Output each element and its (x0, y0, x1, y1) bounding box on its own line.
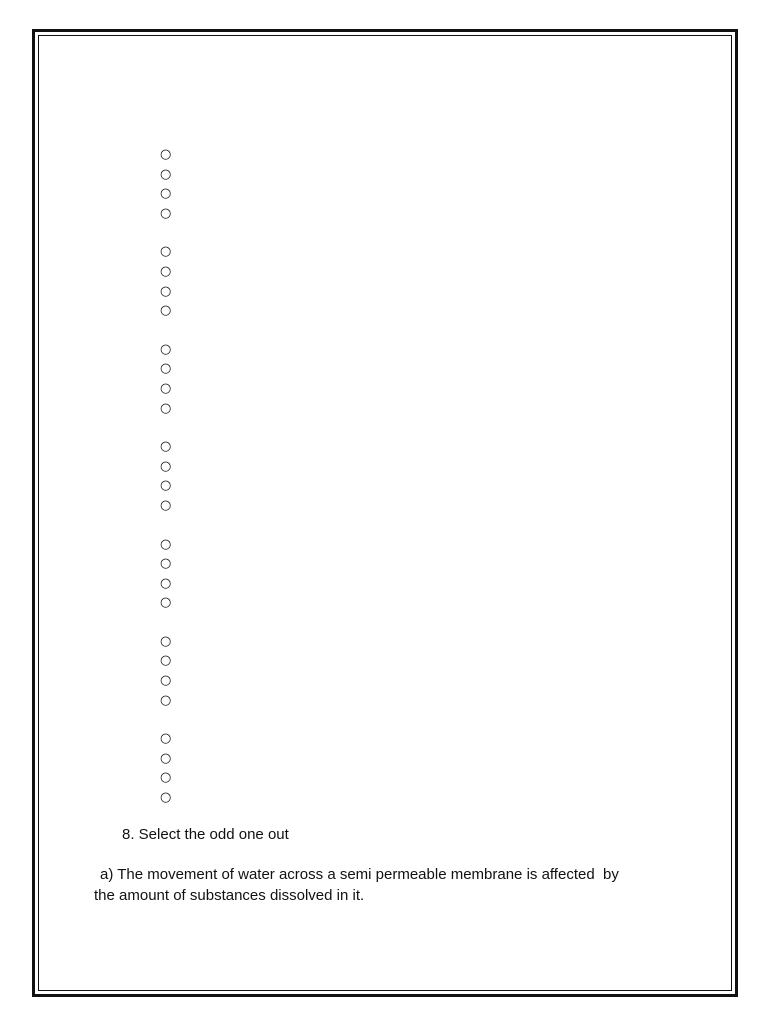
answer-option-a-line-1: a) The movement of water across a semi permeable membrane is affected by (100, 866, 619, 883)
hollow-bullet-icon: ○ (160, 283, 172, 299)
bullet-group (160, 535, 200, 613)
hollow-bullet-icon: ○ (160, 633, 172, 649)
hollow-bullet-icon: ○ (160, 575, 172, 591)
hollow-bullet-icon: ○ (160, 147, 172, 162)
question-8-heading: 8. Select the odd one out (122, 826, 289, 843)
hollow-bullet-icon: ○ (160, 692, 172, 708)
bullet-group-spacer (160, 321, 200, 340)
hollow-bullet-icon: ○ (160, 166, 172, 182)
page-border-inner (38, 35, 732, 991)
hollow-bullet-icon: ○ (160, 186, 172, 202)
hollow-bullet-icon: ○ (160, 263, 172, 279)
hollow-bullet-icon: ○ (160, 458, 172, 474)
hollow-bullet-icon: ○ (160, 400, 172, 416)
hollow-bullet-icon: ○ (160, 556, 172, 572)
hollow-bullet-icon: ○ (160, 731, 172, 747)
bullet-group (160, 729, 200, 807)
hollow-bullet-icon: ○ (160, 361, 172, 377)
hollow-bullet-icon: ○ (160, 341, 172, 357)
hollow-bullet-icon: ○ (160, 595, 172, 611)
hollow-bullet-icon: ○ (160, 750, 172, 766)
hollow-bullet-icon: ○ (160, 653, 172, 669)
answer-option-a-line-2: the amount of substances dissolved in it. (94, 887, 365, 904)
hollow-bullet-icon: ○ (160, 303, 172, 319)
bullet-group-spacer (160, 613, 200, 632)
empty-bullet-list (160, 145, 200, 808)
hollow-bullet-icon: ○ (160, 244, 172, 260)
hollow-bullet-icon: ○ (160, 673, 172, 689)
hollow-bullet-icon: ○ (160, 205, 172, 221)
hollow-bullet-icon: ○ (160, 380, 172, 396)
hollow-bullet-icon: ○ (160, 790, 172, 806)
bullet-group-spacer (160, 710, 200, 729)
bullet-group (160, 145, 200, 223)
bullet-group-spacer (160, 516, 200, 535)
bullet-group (160, 632, 200, 710)
bullet-group (160, 437, 200, 515)
bullet-group-spacer (160, 418, 200, 437)
hollow-bullet-icon: ○ (160, 770, 172, 786)
bullet-group (160, 340, 200, 418)
bullet-group-spacer (160, 223, 200, 242)
hollow-bullet-icon: ○ (160, 536, 172, 552)
hollow-bullet-icon: ○ (160, 439, 172, 455)
hollow-bullet-icon: ○ (160, 478, 172, 494)
bullet-group (160, 242, 200, 320)
hollow-bullet-icon: ○ (160, 497, 172, 513)
answer-option-a (94, 864, 694, 906)
